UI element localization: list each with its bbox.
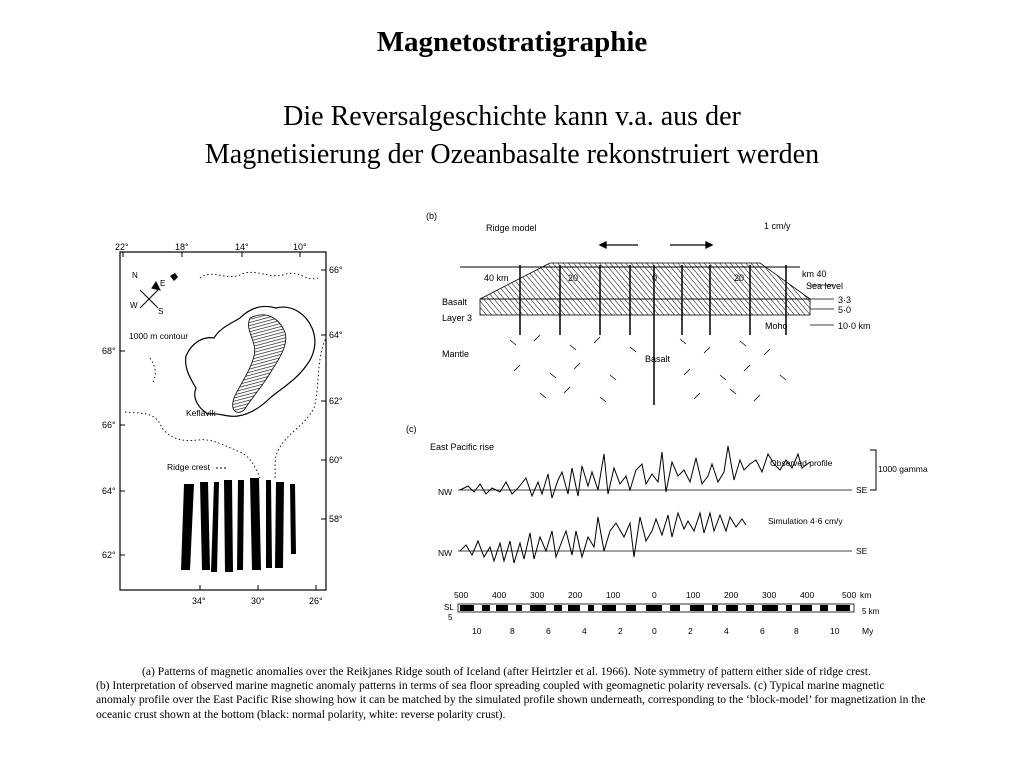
subtitle-line-2: Magnetisierung der Ozeanbasalte rekonstruiert werden bbox=[204, 139, 820, 170]
my-tick: 4 bbox=[582, 626, 587, 636]
sediment-blocks bbox=[480, 263, 810, 299]
km-tick: 500 bbox=[454, 590, 469, 600]
region-label: East Pacific rise bbox=[430, 442, 495, 452]
km-left: 40 km bbox=[484, 273, 509, 283]
panel-b-letter: (b) bbox=[426, 211, 437, 221]
basalt-label: Basalt bbox=[442, 297, 468, 307]
km-tick: 300 bbox=[762, 590, 777, 600]
km-tick: 300 bbox=[530, 590, 545, 600]
panel-a-map bbox=[100, 238, 345, 613]
se-label-1: SE bbox=[856, 485, 868, 495]
km-right: km 40 bbox=[802, 269, 827, 279]
subtitle-line-1: Die Reversalgeschichte kann v.a. aus der bbox=[283, 101, 741, 132]
moho-label: Moho bbox=[765, 321, 788, 331]
lon-label: 22° bbox=[115, 242, 129, 252]
rate-label: 1 cm/y bbox=[764, 221, 791, 231]
lat-label: 66° bbox=[329, 265, 343, 275]
km-tick: 400 bbox=[492, 590, 507, 600]
my-tick: 6 bbox=[760, 626, 765, 636]
simulation-profile-line bbox=[460, 513, 746, 563]
km-tick: 200 bbox=[724, 590, 739, 600]
depth-33: 3·3 bbox=[838, 295, 852, 305]
panel-b-ridge-model bbox=[420, 205, 890, 415]
lat-label: 60° bbox=[329, 455, 343, 465]
contour-label: 1000 m contour bbox=[129, 331, 189, 341]
ridge-crest-label: Ridge crest bbox=[167, 462, 210, 472]
depth-50: 5·0 bbox=[838, 305, 852, 315]
polarity-blocks bbox=[460, 605, 850, 611]
se-label-2: SE bbox=[856, 546, 868, 556]
anomaly-stripes bbox=[181, 478, 296, 572]
scale-bracket bbox=[870, 450, 876, 490]
nw-label-2: NW bbox=[438, 548, 453, 558]
slide-subtitle bbox=[0, 98, 1024, 174]
panel-c-profile bbox=[400, 420, 930, 645]
observed-label: Observed profile bbox=[770, 458, 833, 468]
compass-n: N bbox=[132, 271, 138, 280]
my-tick: 10 bbox=[830, 626, 840, 636]
km-tick: 400 bbox=[800, 590, 815, 600]
lat-label: 64° bbox=[102, 486, 116, 496]
my-tick: 10 bbox=[472, 626, 482, 636]
mantle-pattern bbox=[510, 335, 786, 402]
sl-label: SL bbox=[444, 603, 454, 612]
five-km-label: 5 km bbox=[862, 607, 880, 616]
km-tick: 200 bbox=[568, 590, 583, 600]
lon-label: 14° bbox=[235, 242, 249, 252]
lon-label: 30° bbox=[251, 596, 265, 606]
island-mark bbox=[170, 273, 178, 281]
slide-title: Magnetostratigraphie bbox=[376, 26, 648, 58]
profile-svg bbox=[400, 420, 930, 645]
basalt-bottom-label: Basalt bbox=[645, 354, 671, 364]
depth-100: 10·0 km bbox=[838, 321, 871, 331]
my-tick: 8 bbox=[794, 626, 799, 636]
simulation-label: Simulation 4·6 cm/y bbox=[768, 516, 843, 526]
nw-label-1: NW bbox=[438, 487, 453, 497]
lat-label: 62° bbox=[329, 396, 343, 406]
lat-label: 66° bbox=[102, 420, 116, 430]
caption-line-b: (b) Interpretation of observed marine magnetic anomaly patterns in terms of sea floor spreading coupled with geomagnetic polarity reversals. (c) Typical marine magnetic anomaly profile over the East Pacific Rise showing how it can be matched by the simulated profile shown underneath, corresponding to the ‘block-model’ for magnetization in the oceanic crust shown at the bottom (black: normal polarity, white: reverse polarity crust). bbox=[96, 679, 926, 721]
my-tick: 0 bbox=[652, 626, 657, 636]
keflavik-label: Keflavik bbox=[186, 408, 216, 418]
compass-e: E bbox=[160, 279, 166, 288]
my-tick: 2 bbox=[688, 626, 693, 636]
compass-w: W bbox=[130, 301, 138, 310]
lon-label: 34° bbox=[192, 596, 206, 606]
lat-label: 58° bbox=[329, 514, 343, 524]
ridge-model-label: Ridge model bbox=[486, 223, 537, 233]
km-axis bbox=[454, 590, 871, 600]
five-label: 5 bbox=[448, 613, 453, 622]
depth-ticks bbox=[810, 285, 834, 325]
figure-caption bbox=[96, 665, 926, 722]
lon-label: 18° bbox=[175, 242, 189, 252]
lat-label: 64° bbox=[329, 330, 343, 340]
my-axis bbox=[472, 626, 874, 636]
scale-label: 1000 gamma bbox=[878, 464, 928, 474]
compass-s: S bbox=[158, 307, 164, 316]
map-svg bbox=[100, 238, 345, 613]
caption-line-a: (a) Patterns of magnetic anomalies over the Reikjanes Ridge south of Iceland (after Heirtzler et al. 1966). Note symmetry of pattern either side of ridge crest. bbox=[142, 665, 871, 678]
lat-label: 62° bbox=[102, 550, 116, 560]
layer3-label: Layer 3 bbox=[442, 313, 473, 323]
my-unit: My bbox=[862, 626, 874, 636]
ridge-model-svg bbox=[420, 205, 890, 415]
panel-c-letter: (c) bbox=[406, 424, 417, 434]
km-unit: km bbox=[860, 590, 872, 600]
spreading-arrows bbox=[600, 242, 712, 248]
km-tick: 500 bbox=[842, 590, 857, 600]
km-tick: 100 bbox=[686, 590, 701, 600]
mantle-label: Mantle bbox=[442, 349, 470, 359]
my-tick: 6 bbox=[546, 626, 551, 636]
my-tick: 4 bbox=[724, 626, 729, 636]
km-tick: 100 bbox=[606, 590, 621, 600]
basalt-layer bbox=[480, 299, 810, 315]
my-tick: 2 bbox=[618, 626, 623, 636]
lon-label: 26° bbox=[309, 596, 323, 606]
sea-level-label: Sea level bbox=[806, 281, 844, 291]
lat-label: 68° bbox=[102, 346, 116, 356]
my-tick: 8 bbox=[510, 626, 515, 636]
lon-label: 10° bbox=[293, 242, 307, 252]
km-tick: 0 bbox=[652, 590, 657, 600]
compass-icon bbox=[140, 282, 160, 308]
